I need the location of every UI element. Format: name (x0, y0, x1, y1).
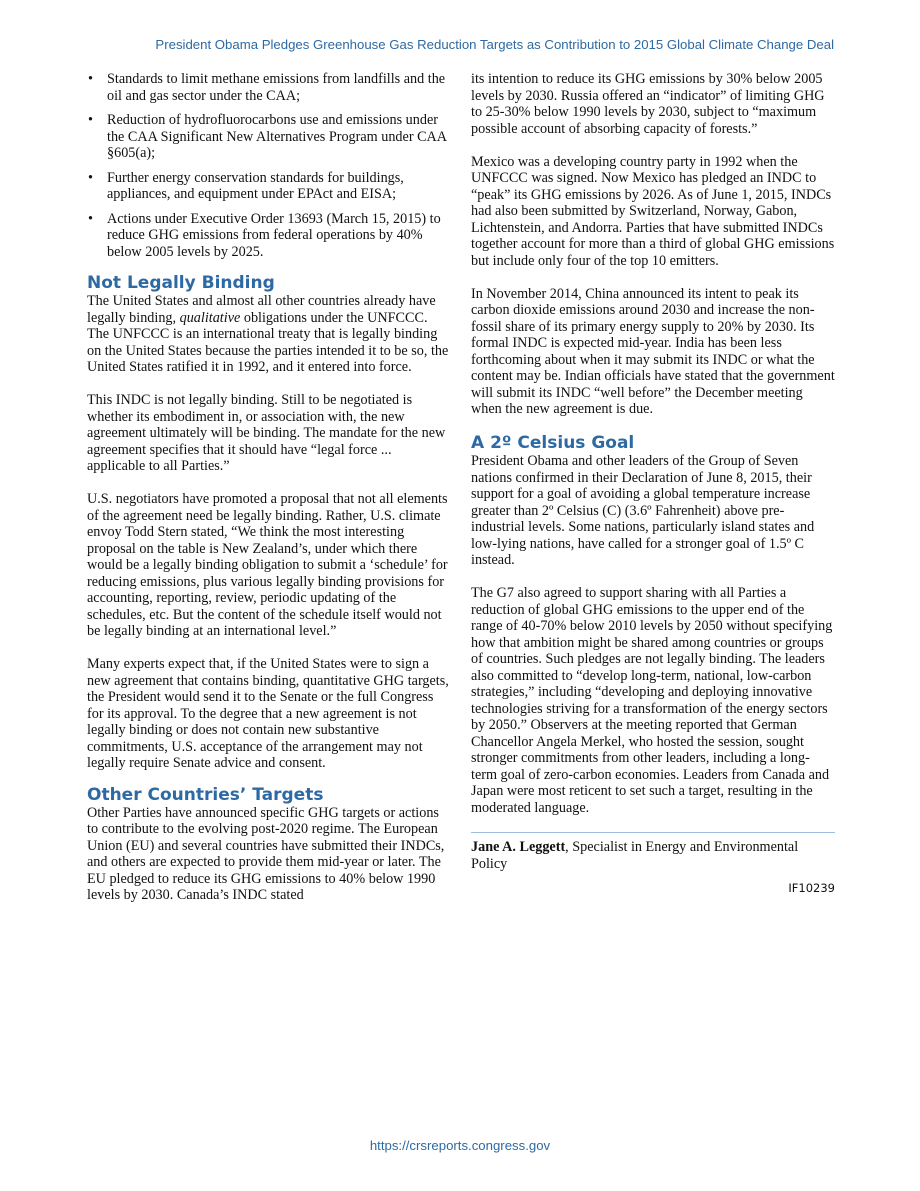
list-item (87, 170, 451, 203)
footer-url-link[interactable]: https://crsreports.congress.gov (369, 1138, 551, 1153)
paragraph: The United States and almost all other countries already have legally binding, qualitative obligations under the UNFCCC. The UNFCCC is an international treaty that is legally binding on the United States because the parties intended it to be so, the United States ratified it in 1992, and it entered into force. (87, 293, 449, 375)
running-header-title: President Obama Pledges Greenhouse Gas Reduction Targets as Contribution to 2015 Global Climate Change Deal (155, 37, 834, 52)
author-name: Jane A. Leggett (471, 839, 566, 855)
heading-2-degree-celsius-goal: A 2º Celsius Goal (471, 433, 635, 453)
bullet-icon: • (88, 112, 93, 128)
paragraph-continued: its intention to reduce its GHG emissions by 30% below 2005 levels by 2030. Russia offered an “indicator” of limiting GHG to 25-30% below 1990 levels by 2030, subject to “maximum possible account of absorbing capacity of forests.” (471, 71, 825, 137)
paragraph: Many experts expect that, if the United States were to sign a new agreement that contains binding, quantitative GHG targets, the President would send it to the Senate or the full Congress for its approval. To the degree that a new agreement is not legally binding or does not contain new substantive commitments, U.S. acceptance of the arrangement may not legally require Senate advice and consent. (87, 656, 449, 771)
paragraph: President Obama and other leaders of the Group of Seven nations confirmed in their Declaration of June 8, 2015, their support for a goal of avoiding a global temperature increase greater than 2º Celsius (C) (3.6º Fahrenheit) above pre-industrial levels. Some nations, particularly island states and low-lying nations, have called for a stronger goal of 1.5º C instead. (471, 453, 815, 568)
bullet-icon: • (88, 169, 93, 186)
list-item (87, 112, 451, 162)
bullet-icon: • (88, 210, 93, 227)
list-item-text: Further energy conservation standards for buildings, appliances, and equipment under EPAct and EISA; (107, 169, 404, 202)
bullet-icon: • (88, 71, 93, 87)
list-item-text: Reduction of hydrofluorocarbons use and emissions under the CAA Significant New Alternatives Program under CAA §605(a); (107, 112, 447, 161)
list-item-text: Standards to limit methane emissions from landfills and the oil and gas sector under the CAA; (107, 71, 446, 104)
paragraph: Other Parties have announced specific GHG targets or actions to contribute to the evolving post-2020 regime. The European Union (EU) and several countries have submitted their INDCs, and others are expected to provide them mid-year or later. The EU pledged to reduce its GHG emissions to 40% below 1990 levels by 2030. Canada’s INDC stated (87, 804, 445, 903)
author-title: , Specialist in Energy and Environmental Policy (471, 839, 799, 872)
policy-actions-list (87, 71, 451, 260)
list-item-text: Actions under Executive Order 13693 (March 15, 2015) to reduce GHG emissions from federal operations by 40% below 2005 levels by 2025. (107, 210, 441, 260)
heading-not-legally-binding: Not Legally Binding (87, 273, 275, 293)
paragraph: U.S. negotiators have promoted a proposal that not all elements of the agreement need be legally binding. Rather, U.S. climate envoy Todd Stern stated, “We think the most interesting proposal on the table is New Zealand’s, under which there would be a legally binding obligation to submit a ‘schedule’ for reducing emissions, plus various legally binding provisions for accounting, reporting, review, periodic updating of the schedules, etc. But the content of the schedule itself would not be legally binding at an international level.” (87, 491, 448, 639)
report-id: IF10239 (788, 881, 835, 895)
emphasis-text: qualitative (179, 309, 241, 326)
right-column (471, 71, 835, 897)
paragraph: This INDC is not legally binding. Still to be negotiated is whether its embodiment in, or association with, the new agreement ultimately will be binding. The mandate for the new agreement specifies that it should have “legal force ... applicable to all Parties.” (87, 392, 446, 474)
heading-other-countries-targets: Other Countries’ Targets (87, 784, 324, 805)
paragraph: The G7 also agreed to support sharing with all Parties a reduction of global GHG emissions to the upper end of the range of 40-70% below 2010 levels by 2050 without specifying how that ambition might be shared among countries or groups of countries. Such pledges are not legally binding. The leaders also committed to “develop long-term, national, low-carbon strategies,” including “developing and deploying innovative technologies striving for a transformation of the energy sectors by 2050.” Observers at the meeting reported that German Chancellor Angela Merkel, who hosted the session, sought stronger commitments from other leaders, including a long-term goal of zero-carbon economies. Leaders from Canada and Japan were most reticent to set such a target, resulting in the moderated language. (471, 585, 833, 816)
list-item (87, 211, 451, 261)
left-column (87, 71, 451, 904)
paragraph: Mexico was a developing country party in 1992 when the UNFCCC was signed. Now Mexico has pledged an INDC to “peak” its GHG emissions by 2026. As of June 1, 2015, INDCs had also been submitted by Switzerland, Norway, Gabon, Lichtenstein, and Andorra. Parties that have submitted INDCs together account for more than a third of global GHG emissions but include only four of the top 10 emitters. (471, 153, 835, 269)
list-item (87, 71, 451, 104)
author-divider (471, 832, 835, 833)
paragraph: In November 2014, China announced its intent to peak its carbon dioxide emissions around 2030 and increase the non-fossil share of its primary energy supply to 20% by 2030. Its formal INDC is expected mid-year. India has been less forthcoming about when it may submit its INDC or what the content may be. Indian officials have stated that the government will submit its INDC “well before” the December meeting when the new agreement is due. (471, 285, 835, 417)
author-byline (471, 839, 835, 872)
